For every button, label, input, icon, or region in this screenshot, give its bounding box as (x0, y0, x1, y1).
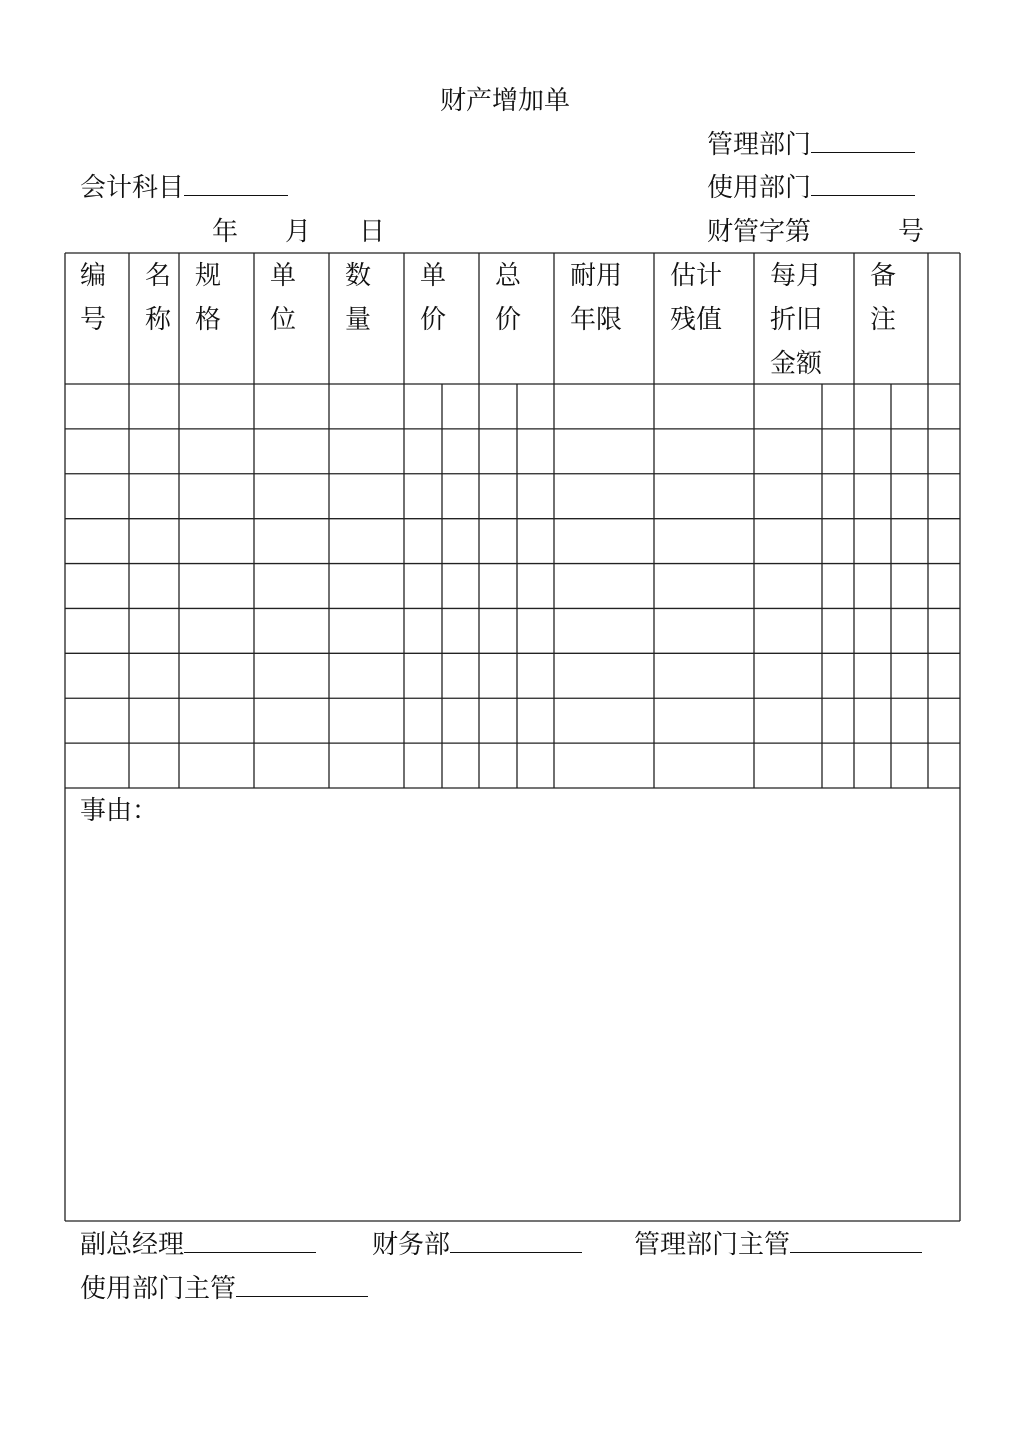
column-header-line: 数 (345, 261, 372, 291)
use-supervisor-field[interactable] (80, 1274, 368, 1304)
column-header-line: 单 (420, 261, 447, 291)
vice-gm-blank[interactable] (184, 1230, 316, 1253)
column-header (670, 261, 722, 349)
column-header-line: 每月 (770, 261, 823, 291)
column-header (195, 261, 221, 349)
column-header (80, 261, 106, 349)
column-header-line: 规 (195, 261, 222, 291)
column-header-line: 总 (495, 261, 522, 291)
column-header (145, 261, 171, 349)
use-dept-label: 使用部门 (707, 173, 812, 203)
form-title: 财产增加单 (440, 86, 571, 116)
column-header-line: 位 (270, 305, 297, 335)
reason-label: 事由： (80, 796, 159, 826)
vice-gm-field[interactable] (80, 1230, 316, 1260)
date-day: 日 (359, 217, 386, 247)
column-header-line: 折旧 (770, 305, 823, 335)
column-header (495, 261, 521, 349)
column-header-line: 金额 (770, 349, 823, 379)
date-year: 年 (212, 217, 239, 247)
use-supervisor-label: 使用部门主管 (80, 1274, 237, 1304)
column-header-line: 称 (145, 305, 172, 335)
column-header-line: 残值 (670, 305, 723, 335)
mgmt-supervisor-field[interactable] (634, 1230, 922, 1260)
column-header-line: 量 (345, 305, 372, 335)
date-month: 月 (285, 217, 312, 247)
column-header (570, 261, 622, 349)
column-header (345, 261, 371, 349)
vice-gm-label: 副总经理 (80, 1230, 185, 1260)
column-header (870, 261, 896, 349)
mgmt-supervisor-label: 管理部门主管 (634, 1230, 791, 1260)
column-header-line: 名 (145, 261, 172, 291)
column-header-line: 格 (195, 305, 222, 335)
column-header-line: 号 (80, 305, 107, 335)
column-header (770, 261, 822, 393)
column-header-line: 价 (420, 305, 447, 335)
finance-field[interactable] (372, 1230, 582, 1260)
reason-input-area[interactable] (66, 830, 959, 1220)
finance-blank[interactable] (450, 1230, 582, 1253)
mgmt-dept-label: 管理部门 (707, 130, 812, 160)
column-header-line: 编 (80, 261, 107, 291)
ref-suffix: 号 (898, 217, 925, 247)
column-header (420, 261, 446, 349)
column-header-line: 估计 (670, 261, 723, 291)
column-header (270, 261, 296, 349)
finance-label: 财务部 (372, 1230, 451, 1260)
column-header-line: 耐用 (570, 261, 623, 291)
column-header-line: 注 (870, 305, 897, 335)
column-header-line: 年限 (570, 305, 623, 335)
mgmt-supervisor-blank[interactable] (790, 1230, 922, 1253)
accounting-subject-label: 会计科目 (80, 173, 185, 203)
ref-prefix: 财管字第 (707, 217, 812, 247)
column-header-line: 价 (495, 305, 522, 335)
column-header-line: 单 (270, 261, 297, 291)
use-supervisor-blank[interactable] (236, 1274, 368, 1297)
column-header-line: 备 (870, 261, 897, 291)
